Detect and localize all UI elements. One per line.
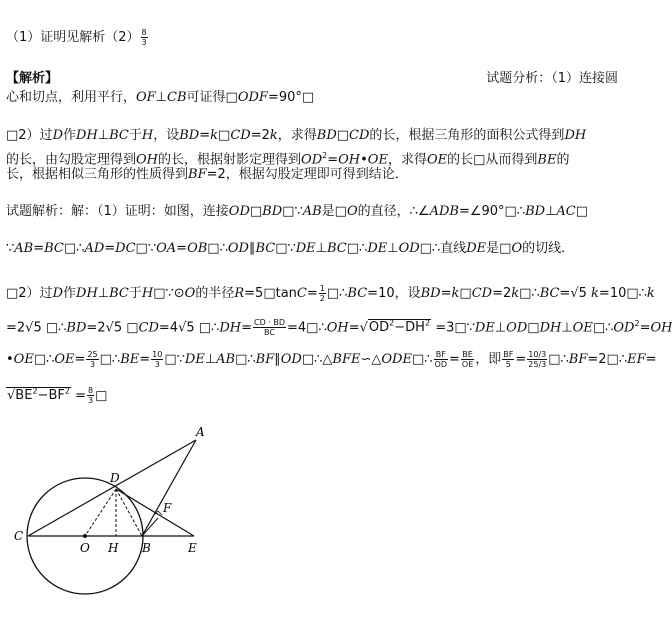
fraction xyxy=(527,350,547,369)
sup: 2 xyxy=(64,387,70,396)
text: □∵ xyxy=(282,204,303,219)
sup: 2 xyxy=(634,319,640,328)
text: = xyxy=(139,352,151,367)
var: BF xyxy=(255,352,275,367)
analysis-header: 【解析】 xyxy=(6,71,59,86)
text: = xyxy=(33,241,45,256)
text: 心和切点，利用平行， xyxy=(6,90,137,105)
answer-fraction xyxy=(141,28,148,47)
text: 于 xyxy=(128,128,142,143)
text: 的 xyxy=(556,152,570,168)
label-h: H xyxy=(108,541,119,555)
text: ∥ xyxy=(248,241,256,256)
text: □∴ xyxy=(99,352,121,367)
var: C xyxy=(296,286,307,301)
var: ODE xyxy=(381,352,412,367)
frac-num: BF xyxy=(434,350,448,360)
var: D xyxy=(52,286,63,301)
center-point xyxy=(83,534,87,538)
text: 作 xyxy=(63,128,77,143)
var: CD xyxy=(471,286,493,301)
var: OE xyxy=(426,152,448,168)
text: ⊥ xyxy=(97,286,110,301)
label-e: E xyxy=(188,541,197,555)
text: □∴ xyxy=(33,352,55,367)
label-o: O xyxy=(80,541,90,555)
var: BC xyxy=(44,241,64,256)
text: = xyxy=(448,352,460,367)
sup: 2 xyxy=(389,319,395,328)
text: − xyxy=(37,388,49,404)
text: = xyxy=(199,128,211,143)
var: BC xyxy=(109,286,129,301)
text: □∴ xyxy=(411,352,433,367)
text: • xyxy=(360,152,368,168)
var: BC xyxy=(539,286,560,301)
var: BD xyxy=(179,128,200,143)
text: = xyxy=(241,320,252,336)
var: OD xyxy=(227,241,249,256)
text: =90°□ xyxy=(267,90,315,105)
var: OE xyxy=(367,152,388,168)
text: − xyxy=(394,320,406,336)
var: k xyxy=(269,128,278,143)
text: ，设 xyxy=(153,128,180,143)
answer-frac-num: 8 xyxy=(141,28,147,37)
fraction xyxy=(319,284,326,303)
var: BFE xyxy=(332,352,361,367)
text: □ xyxy=(459,286,472,301)
frac-num: CD · BD xyxy=(253,318,286,328)
text: ⊥ xyxy=(155,90,168,105)
var: OD xyxy=(613,320,635,336)
answer-frac-den: 3 xyxy=(141,38,147,47)
solution-line-5 xyxy=(6,350,657,369)
text: =2√5 □∴ xyxy=(6,320,67,336)
var: DH xyxy=(76,128,98,143)
text: =∠90°□∴ xyxy=(458,204,526,219)
var: OF xyxy=(136,90,156,105)
text: DH xyxy=(405,320,425,336)
fraction xyxy=(86,350,98,369)
var: OE xyxy=(54,352,75,367)
text: ⊥ xyxy=(315,241,327,256)
text: □∵ xyxy=(275,241,296,256)
frac-num: 1 xyxy=(319,284,325,293)
text: 的长□从而得到 xyxy=(447,152,538,168)
analysis-line-4 xyxy=(6,166,408,184)
text: BE xyxy=(15,388,33,404)
frac-num: 10 xyxy=(152,350,163,359)
text: = xyxy=(176,241,188,256)
var: AB xyxy=(14,241,34,256)
var: k xyxy=(451,286,460,301)
var: CB xyxy=(167,90,187,105)
text: □∴ xyxy=(235,352,256,367)
var: DE xyxy=(466,241,487,256)
var: OA xyxy=(156,241,177,256)
text: □∵⊙ xyxy=(153,286,185,301)
var: DE xyxy=(184,352,205,367)
fraction xyxy=(151,350,163,369)
var: EF xyxy=(627,352,646,367)
var: DH xyxy=(219,320,242,336)
text: =10，设 xyxy=(367,286,421,301)
text: □∴ xyxy=(548,352,569,367)
frac-den: OD xyxy=(434,360,447,369)
var: BC xyxy=(109,128,129,143)
text: = xyxy=(74,352,86,367)
text: 试题解析：解：（1）证明：如图，连接 xyxy=(6,204,229,219)
var: D xyxy=(52,128,63,143)
var: OD xyxy=(228,204,250,219)
var: OB xyxy=(187,241,208,256)
text: □∴ xyxy=(207,241,228,256)
var: OH xyxy=(650,320,672,336)
var: AD xyxy=(84,241,105,256)
text: = xyxy=(440,286,452,301)
fraction xyxy=(502,350,514,369)
text: 长，根据相似三角形的性质得到 xyxy=(6,167,189,182)
var: DE xyxy=(367,241,388,256)
var: BD xyxy=(316,128,337,143)
frac-num: 8 xyxy=(87,386,94,396)
var: OE xyxy=(572,320,593,336)
frac-den: 2 xyxy=(319,294,325,303)
text: 是□ xyxy=(321,204,347,219)
text: ⊥ xyxy=(561,320,573,336)
geometry-figure xyxy=(0,420,260,620)
text: =2□∴ xyxy=(587,352,628,367)
text: = xyxy=(327,152,339,168)
frac-den: OE xyxy=(461,360,474,369)
text: □∴△ xyxy=(301,352,333,367)
var: k xyxy=(511,286,520,301)
text: ⊥ xyxy=(545,204,557,219)
var: k xyxy=(646,286,655,301)
text: 是□ xyxy=(486,241,512,256)
solution-line-2 xyxy=(6,240,574,258)
sup: 2 xyxy=(322,151,328,160)
text: =10□∴ xyxy=(598,286,647,301)
text: OD xyxy=(368,320,390,336)
analysis-line-2 xyxy=(6,127,586,145)
label-d: D xyxy=(110,471,120,485)
fraction xyxy=(253,318,286,337)
var: DH xyxy=(76,286,98,301)
text: = xyxy=(104,241,116,256)
text: = xyxy=(639,320,651,336)
text: ∵ xyxy=(6,241,15,256)
var: BC xyxy=(347,286,368,301)
text: 可证得□ xyxy=(186,90,238,105)
frac-den: 5 xyxy=(505,360,511,369)
line-do xyxy=(85,489,116,536)
var: DE xyxy=(474,320,495,336)
text: • xyxy=(6,352,14,367)
text: ⊥ xyxy=(97,128,110,143)
var: BD xyxy=(66,320,87,336)
solution-line-1 xyxy=(6,203,588,221)
text: □ xyxy=(575,204,589,219)
text: 的切线． xyxy=(522,241,575,256)
var: OD xyxy=(506,320,528,336)
var: BF xyxy=(188,167,207,182)
var: OD xyxy=(398,241,420,256)
fraction xyxy=(461,350,474,369)
label-a: A xyxy=(196,425,205,439)
var: AC xyxy=(556,204,576,219)
var: OH xyxy=(338,152,361,168)
var: BD xyxy=(262,204,283,219)
answer-line xyxy=(6,28,149,47)
line-de xyxy=(116,489,194,536)
var: H xyxy=(141,128,154,143)
text: = xyxy=(515,352,527,367)
text: □∴ xyxy=(326,286,348,301)
var: BE xyxy=(537,152,557,168)
var: CD xyxy=(230,128,251,143)
text: □∴ xyxy=(519,286,540,301)
frac-den: BC xyxy=(264,328,275,338)
text: □∴ xyxy=(63,241,85,256)
var: CD xyxy=(349,128,370,143)
text: □∴直线 xyxy=(419,241,467,256)
sup: 2 xyxy=(424,319,431,328)
text: =2√5 □ xyxy=(86,320,139,336)
text: =2，根据勾股定理即可得到结论． xyxy=(206,167,408,182)
var: H xyxy=(141,286,154,301)
text: ⊥ xyxy=(494,320,507,336)
label-c: C xyxy=(14,529,24,543)
text: ，即 xyxy=(475,352,502,367)
label-b: B xyxy=(142,541,151,555)
text: ，求得 xyxy=(277,128,317,143)
text: =3□∵ xyxy=(431,320,475,336)
sqrt-expression: $√BE^2-BF^2$ xyxy=(7,387,70,404)
var: O xyxy=(184,286,196,301)
text: 的长，根据射影定理得到 xyxy=(158,152,302,168)
text: = xyxy=(306,286,318,301)
answer-text: （1）证明见解析（2） xyxy=(6,30,140,45)
solution-line-3 xyxy=(6,284,655,303)
fraction xyxy=(87,386,94,405)
analysis-intro: 试题分析：（1）连接圆 xyxy=(486,71,618,86)
frac-den: 3 xyxy=(87,396,94,406)
text: =√5 xyxy=(559,286,592,301)
frac-num: 25 xyxy=(87,350,98,359)
text: ⊥ xyxy=(204,352,217,367)
text: □ xyxy=(249,204,263,219)
text: =5□tan xyxy=(244,286,297,301)
var: DE xyxy=(295,241,316,256)
text: 的半径 xyxy=(195,286,235,301)
var: BD xyxy=(420,286,441,301)
solution-line-6 xyxy=(6,383,107,405)
frac-num: 10/3 xyxy=(528,350,547,359)
frac-den: 3 xyxy=(90,360,96,369)
text: □2）过 xyxy=(6,128,53,143)
var: O xyxy=(511,241,523,256)
text: = xyxy=(645,352,657,367)
text: ∽△ xyxy=(360,352,382,367)
fraction xyxy=(434,350,448,369)
solution-line-4 xyxy=(6,315,672,337)
text: □2）过 xyxy=(6,286,53,301)
var: OH xyxy=(326,320,349,336)
var: BD xyxy=(525,204,546,219)
var: DC xyxy=(115,241,136,256)
var: DH xyxy=(539,320,562,336)
frac-den: 3 xyxy=(154,360,160,369)
text: =√ xyxy=(348,320,368,336)
text: 于 xyxy=(128,286,142,301)
var: AB xyxy=(216,352,236,367)
sup: 2 xyxy=(32,387,38,396)
var: OE xyxy=(13,352,34,367)
var: O xyxy=(346,204,358,219)
var: k xyxy=(210,128,219,143)
text: 的长，根据三角形的面积公式得到 xyxy=(369,128,565,143)
frac-num: BE xyxy=(462,350,473,359)
frac-num: BF xyxy=(503,350,514,359)
text: □ xyxy=(218,128,231,143)
text: □∵ xyxy=(135,241,157,256)
text: □∴ xyxy=(592,320,614,336)
text: =2 xyxy=(250,128,270,143)
text: ∥ xyxy=(274,352,281,367)
text: = xyxy=(70,388,86,404)
var: CD xyxy=(138,320,159,336)
text: □∴ xyxy=(346,241,368,256)
text: =4□∴ xyxy=(287,320,327,336)
var: BC xyxy=(255,241,276,256)
text: □∵ xyxy=(164,352,185,367)
text: 作 xyxy=(63,286,77,301)
sqrt-expression xyxy=(368,319,431,335)
var: OD xyxy=(280,352,302,367)
var: OH xyxy=(136,152,159,168)
label-f: F xyxy=(163,501,172,515)
text: 的直径，∴∠ xyxy=(357,204,430,219)
text: □ xyxy=(336,128,350,143)
var: k xyxy=(591,286,599,301)
text: BF xyxy=(48,388,65,404)
text: =4√5 □∴ xyxy=(158,320,220,336)
var: DH xyxy=(564,128,587,143)
var: OD xyxy=(301,152,323,168)
analysis-line-1 xyxy=(6,89,314,107)
var: R xyxy=(234,286,245,301)
var: BC xyxy=(327,241,347,256)
text: ⊥ xyxy=(387,241,399,256)
text: 的长，由勾股定理得到 xyxy=(6,152,137,168)
frac-den: 25/3 xyxy=(528,360,547,369)
var: AB xyxy=(302,204,322,219)
text: □ xyxy=(95,388,108,404)
text: =2 xyxy=(492,286,512,301)
text: ，求得 xyxy=(387,152,427,168)
var: BF xyxy=(568,352,588,367)
var: ADB xyxy=(429,204,459,219)
var: BE xyxy=(120,352,140,367)
text: □ xyxy=(527,320,540,336)
var: ODF xyxy=(237,90,268,105)
